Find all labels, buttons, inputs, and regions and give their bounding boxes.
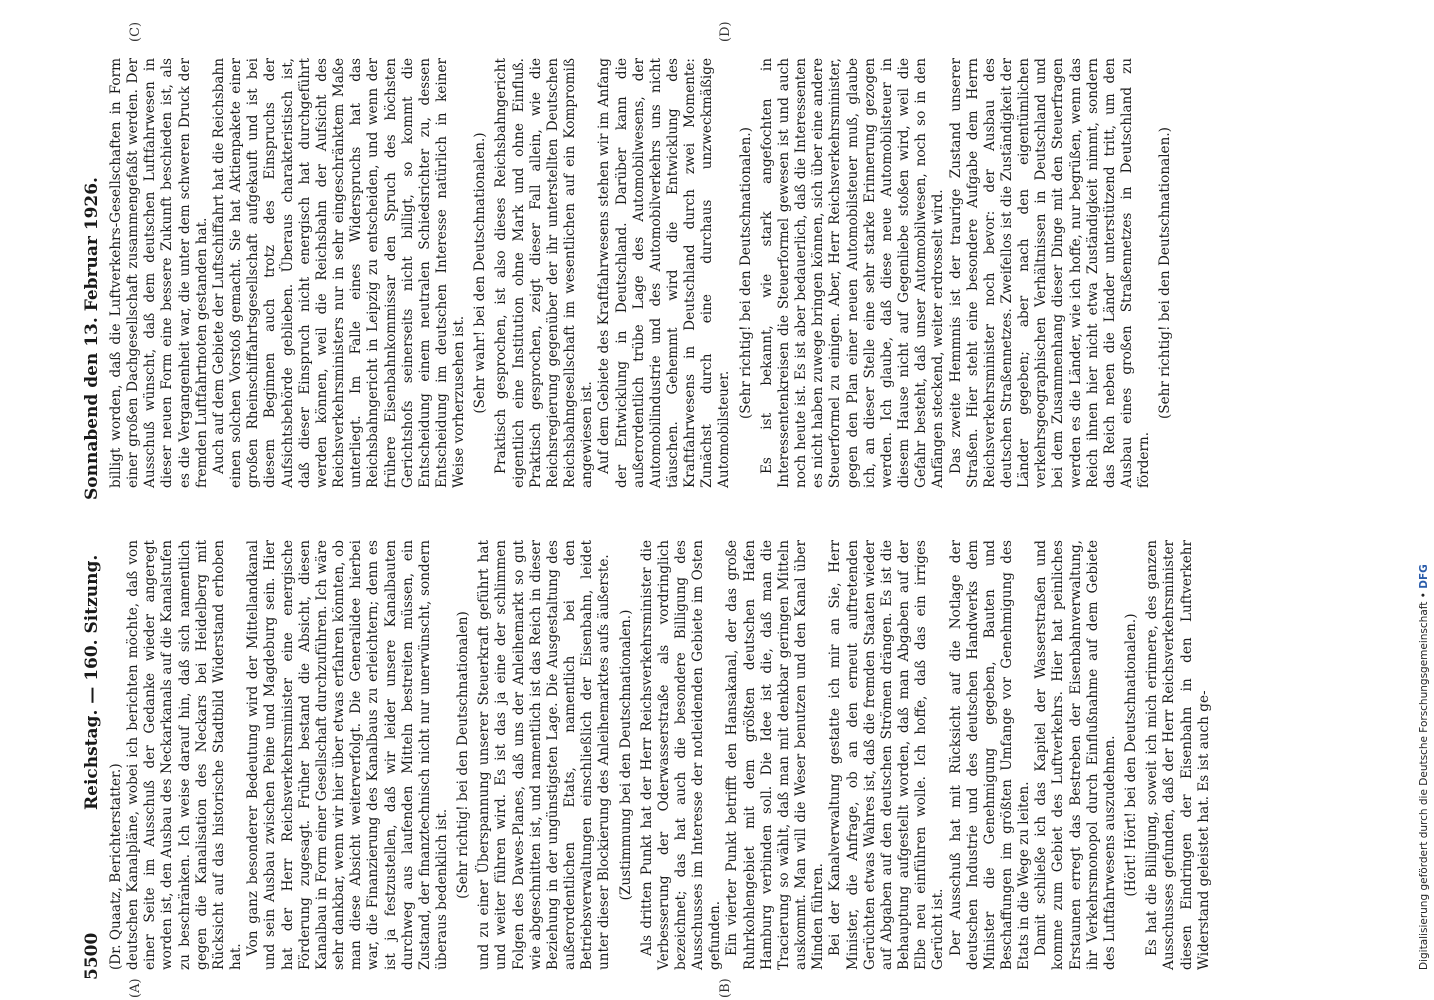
credit-text: Digitalisierung gefördert durch die Deutsche Forschungsgemeinschaft •	[1418, 592, 1430, 970]
paragraph: Das zweite Hemmnis ist der traurige Zustand unserer Straßen. Hier steht eine besondere Aufgabe dem Herrn Reichsverkehrsminister noch bevor: der Ausbau des deutschen Straßennetzes. Zweifellos ist die Zuständigkeit der Länder gegeben; aber nach den eigentümlichen verkehrsgeographischen Verhältnissen in Deutschland und bei dem Zusammenhang dieser Dinge mit den Steuerfragen werden es die Länder, wie ich hoffe, nur begrüßen, wenn das Reich ihnen hier nicht etwa Zuständigkeit nimmt, sondern das Reich neben die Länder unterstützend tritt, um den Ausbau eines großen Straßennetzes in Deutschland zu fördern.	[947, 58, 1153, 488]
interjection: (Sehr wahr! bei den Deutschnationalen.)	[472, 132, 489, 414]
right-column	[108, 58, 1179, 488]
margin-mark-b: (B)	[718, 978, 733, 998]
interjection: (Zustimmung bei den Deutschnationalen.)	[617, 609, 634, 901]
interjection: (Hört! Hört! bei den Deutschnationalen.)	[1123, 613, 1140, 897]
session-title: Reichstag. — 160. Sitzung.	[82, 554, 102, 810]
left-column	[108, 540, 1213, 970]
interjection: (Sehr richtig! bei den Deutschnationalen.)	[1157, 127, 1174, 419]
dfg-logo: DFG	[1418, 564, 1430, 589]
interjection: (Sehr richtig! bei den Deutschnationalen)	[455, 611, 472, 899]
session-date: Sonnabend den 13. Februar 1926.	[82, 177, 102, 500]
margin-mark-a: (A)	[128, 978, 143, 998]
page-number: 5500	[82, 932, 102, 980]
paragraph: Damit schließe ich das Kapitel der Wasserstraßen und komme zum Gebiet des Luftverkehrs. Hier hat peinliches Erstaunen erregt das Bestreben der Eisenbahnverwaltung, ihr Verkehrsmonopol durch Einflußnahme auf dem Gebiete des Luftfahrwesens auszudehnen.	[1033, 540, 1118, 970]
paragraph: Es hat die Billigung, soweit ich mich erinnere, des ganzen Ausschusses gefunden, daß der Herr Reichsverkehrsminister diesen Eindringen der Eisenbahn in den Luftverkehr Widerstand geleistet hat. Es ist auch ge-	[1144, 540, 1212, 970]
paragraph: Bei der Kanalverwaltung gestatte ich mir an Sie, Herr Minister, die Anfrage, ob an den erneut auftretenden Gerüchten etwas Wahres ist, daß die fremden Staaten wieder auf Abgaben auf den deutschen Strömen drängen. Es ist die Behauptung aufgestellt worden, daß man Abgaben auf der Elbe neu einführen wolle. Ich hoffe, daß das ein irriges Gerücht ist.	[827, 540, 947, 970]
paragraph: Ein vierter Punkt betrifft den Hansakanal, der das große Ruhrkohlengebiet mit dem größten deutschen Hafen Hamburg verbinden soll. Die Idee ist die, daß man die Tracierung so wählt, daß man mit denkbar geringen Mitteln auskommt. Man will die Weser benutzen und den Kanal über Minden führen.	[724, 540, 827, 970]
paragraph: Praktisch gesprochen, ist also dieses Reichsbahngericht eigentlich eine Institution ohne Mark und ohne Einfluß. Praktisch gesprochen, zeigt dieser Fall allein, wie die Reichsregierung gegenüber der ihr unterstellten Deutschen Reichsbahngesellschaft im wesentlichen auf ein Kompromiß angewiesen ist.	[493, 58, 596, 488]
margin-mark-c: (C)	[128, 21, 143, 42]
paragraph: Es ist bekannt, wie stark angefochten in Interessentenkreisen die Steuerformel gewesen ist und auch noch heute ist. Es ist aber bedauerlich, daß die Interessenten es nicht haben zuwege bringen können, sich über eine andere Steuerformel zu einigen. Aber, Herr Reichsverkehrsminister, gegen den Plan einer neuen Automobilsteuer muß, glaube ich, an dieser Stelle eine sehr starke Erinnerung gezogen werden. Ich glaube, daß diese neue Automobilsteuer in diesem Hause nicht auf Gegenliebe stoßen wird, weil die Gefahr besteht, daß unser Automobilwesen, noch so in den Anfängen steckend, weiter erdrosselt wird.	[758, 58, 947, 488]
paragraph: Von ganz besonderer Bedeutung wird der Mittellandkanal und sein Ausbau zwischen Peine und Magdeburg sein. Hier hat der Herr Reichsverkehrsminister eine energische Förderung zugesagt. Früher bestand die Absicht, diesen Kanalbau in Form einer Gesellschaft durchzuführen. Ich wäre sehr dankbar, wenn wir hier über etwas erfahren könnten, ob man diese Absicht weiterverfolgt. Die Generalidee hierbei war, die Finanzierung des Kanalbaus zu erleichtern; denn es ist ja festzustellen, daß wir leider unsere Kanalbauten durchweg aus laufenden Mitteln bestreiten müssen, ein Zustand, der finanztechnisch nicht nur unerwünscht, sondern überaus bedenklich ist.	[245, 540, 450, 970]
paragraph: Der Ausschuß hat mit Rücksicht auf die Notlage der deutschen Industrie und des deutschen Handwerks dem Minister die Genehmigung gegeben, Bauten und Beschaffungen im größten Umfange vor Genehmigung des Etats in die Wege zu leiten.	[947, 540, 1033, 970]
paragraph: deutschen Kanalpläne, wobei ich berichten möchte, daß von einer Seite im Ausschuß der Gedanke wieder angeregt worden ist, den Ausbau des Neckarkanals auf die Kanalstufen zu beschränken. Ich weise darauf hin, daß sich namentlich gegen die Kanalisation des Neckars bei Heidelberg mit Rücksicht auf das historische Stadtbild Widerstand erhoben hat.	[125, 540, 245, 970]
margin-mark-d: (D)	[718, 21, 733, 42]
speaker-tag: (Dr. Quaatz, Berichterstatter.)	[108, 763, 124, 970]
paragraph: Als dritten Punkt hat der Herr Reichsverkehrsminister die Verbesserung der Oderwasserstraße als vordringlich bezeichnet; das hat auch die besondere Billigung des Ausschusses im Interesse der notleidenden Gebiete im Osten gefunden.	[638, 540, 724, 970]
paragraph: Auf dem Gebiete des Kraftfahrwesens stehen wir im Anfang der Entwicklung in Deutschland. Darüber kann die außerordentlich trübe Lage des Automobilwesens, der Automobilindustrie und des Automobilverkehrs uns nicht täuschen. Gehemmt wird die Entwicklung des Kraftfahrwesens in Deutschland durch zwei Momente: Zunächst durch eine durchaus unzweckmäßige Automobilsteuer.	[596, 58, 733, 488]
digitization-credit	[1418, 564, 1430, 970]
paragraph: billigt worden, daß die Luftverkehrs-Gesellschaften in Form einer großen Dachgesellschaft zusammengefaßt werden. Der Ausschuß wünscht, daß dem deutschen Luftfahrwesen in dieser neuen Form eine bessere Zukunft beschieden ist, als es die Vergangenheit war, die unter dem schweren Druck der fremden Luftfahrtnoten gestanden hat.	[108, 58, 210, 488]
interjection: (Sehr richtig! bei den Deutschnationalen.)	[737, 127, 754, 419]
paragraph: und zu einer Überspannung unserer Steuerkraft geführt hat und weiter führen wird. Es ist das ja eine der schlimmen Folgen des Dawes-Planes, daß uns der Anleihemarkt so gut wie abgeschnitten ist, und namentlich ist das Reich in dieser Beziehung in der ungünstigsten Lage. Die Ausgestaltung des außerordentlichen Etats, namentlich bei den Betriebsverwaltungen einschließlich der Eisenbahn, leidet unter dieser Blockierung des Anleihemarktes aufs äußerste.	[476, 540, 613, 970]
paragraph: Auch auf dem Gebiete der Luftschiffahrt hat die Reichsbahn einen solchen Vorstoß gemacht. Sie hat Aktienpakete einer großen Rheinschiffahrtsgesellschaft aufgekauft und ist bei diesem Beginnen auch trotz des Einspruchs der Aufsichtsbehörde geblieben. Überaus charakteristisch ist, daß dieser Einspruch nicht energisch hat durchgeführt werden können, weil die Reichsbahn der Aufsicht des Reichsverkehrsministers nur in sehr eingeschränktem Maße unterliegt. Im Falle eines Widerspruchs hat das Reichsbahngericht in Leipzig zu entscheiden, und wenn der frühere Eisenbahnkommissar den Spruch des höchsten Gerichtshofs seinerseits nicht billigt, so kommt die Entscheidung einem neutralen Schiedsrichter zu, dessen Entscheidung im deutschen Interesse natürlich in keiner Weise vorherzusehen ist.	[210, 58, 468, 488]
